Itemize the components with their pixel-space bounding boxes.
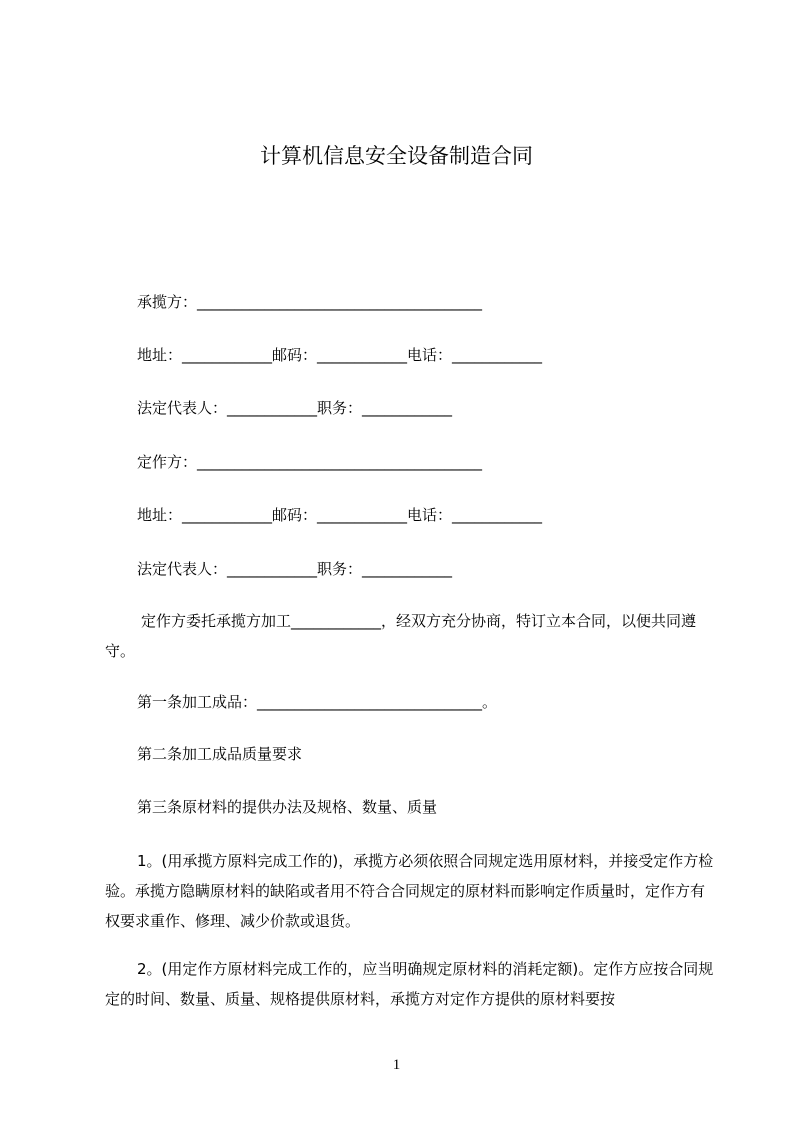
intro-paragraph: 定作方委托承揽方加工____________，经双方充分协商，特订立本合同，以便共同遵守。 xyxy=(105,612,697,660)
article-1: 第一条加工成品：______________________________。 xyxy=(137,693,498,711)
orderer-representative-line: 法定代表人：____________职务：____________ xyxy=(137,560,453,578)
clause-2: 2。(用定作方原材料完成工作的，应当明确规定原材料的消耗定额)。定作方应按合同规定的时间、数量、质量、规格提供原材料，承揽方对定作方提供的原材料要按 xyxy=(105,960,714,1008)
contractor-name-line: 承揽方：______________________________________ xyxy=(137,293,483,311)
clause-1: 1。(用承揽方原料完成工作的)，承揽方必须依照合同规定选用原材料，并接受定作方检验。承揽方隐瞒原材料的缺陷或者用不符合合同规定的原材料而影响定作质量时，定作方有权要求重作、修理、减少价款或退货。 xyxy=(105,852,714,930)
orderer-name-line: 定作方：______________________________________ xyxy=(137,453,483,471)
article-2: 第二条加工成品质量要求 xyxy=(137,745,303,763)
contractor-address-line: 地址：____________邮码：____________电话：____________ xyxy=(137,346,543,364)
orderer-address-line: 地址：____________邮码：____________电话：____________ xyxy=(137,506,543,524)
contractor-representative-line: 法定代表人：____________职务：____________ xyxy=(137,399,453,417)
document-title: 计算机信息安全设备制造合同 xyxy=(260,144,533,168)
article-3: 第三条原材料的提供办法及规格、数量、质量 xyxy=(137,798,438,816)
page-number: 1 xyxy=(392,1057,401,1073)
